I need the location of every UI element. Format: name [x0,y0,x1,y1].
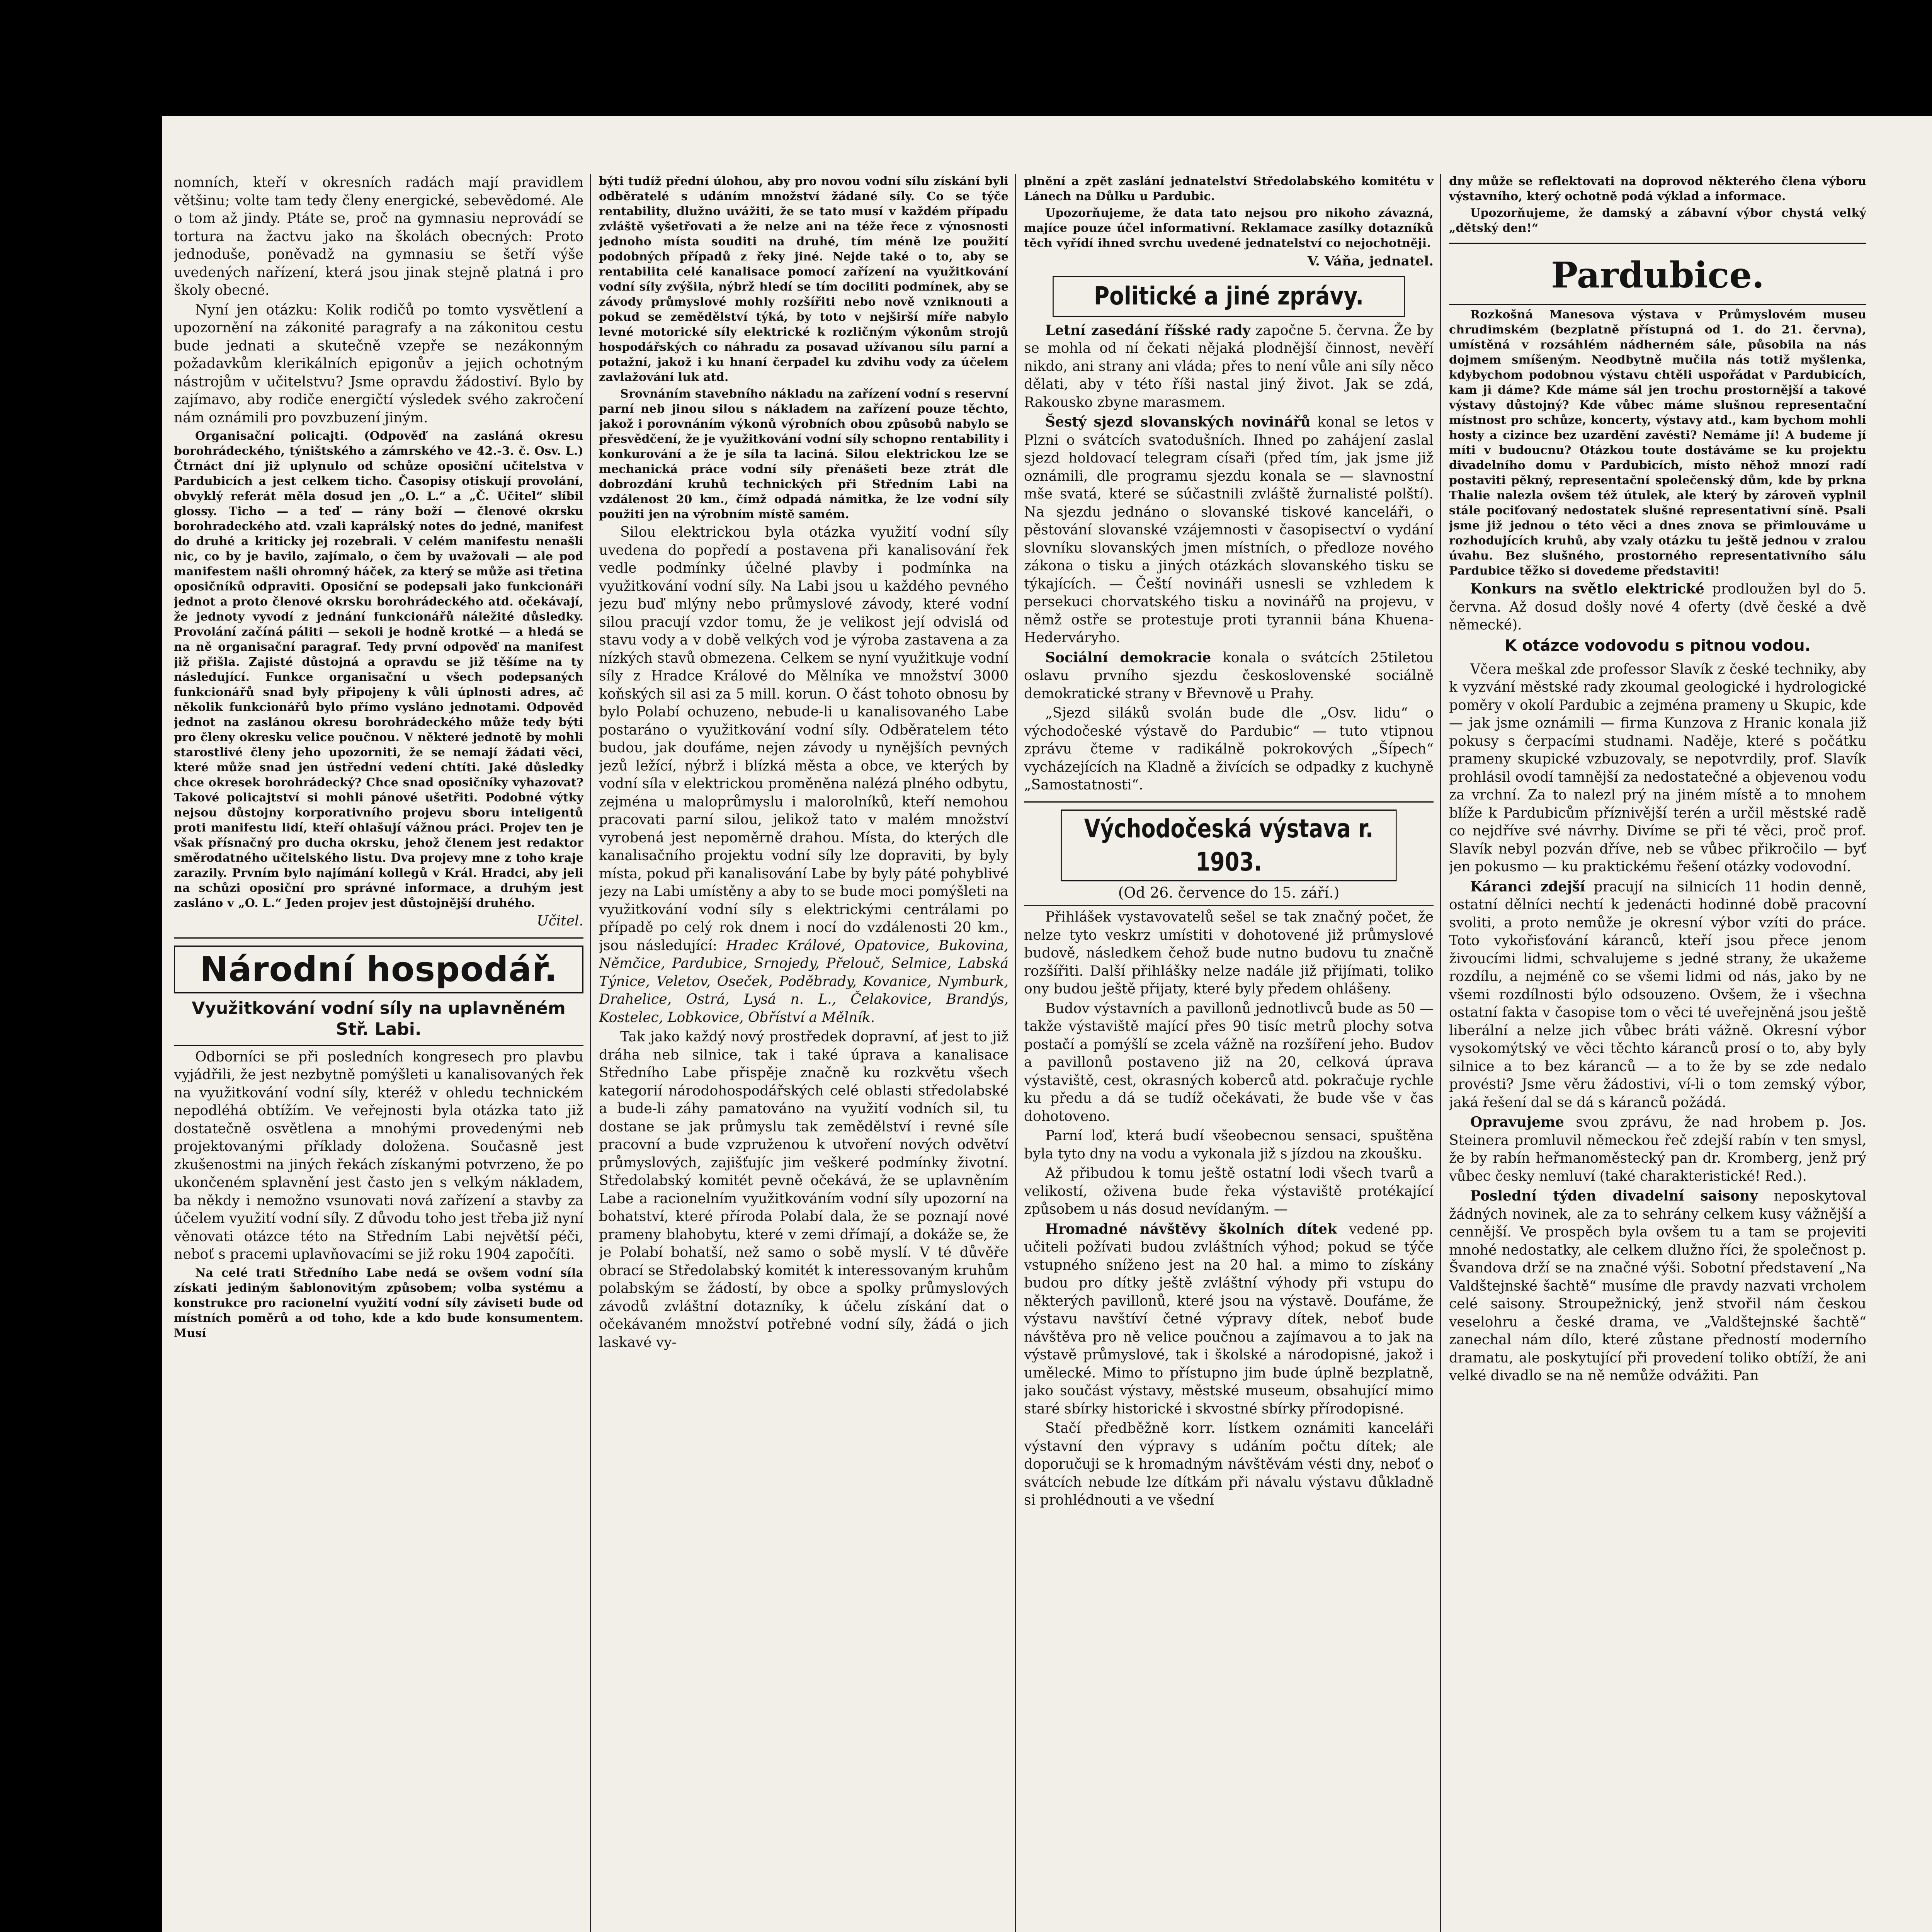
divider [174,1045,583,1046]
article-text: Parní loď, která budí všeobecnou sensaci, spuštěna byla tyto dny na vodu a vykonala již s jízdou na zkoušku. [1024,1128,1434,1162]
article-body: svou zprávu, že nad hrobem p. Jos. Steinera promluvil německou řeč zdejší rabín v ten smysl, že by rabín heřmanoměstecký pan dr. Kromberg, jenž prý vůbec česky nemluví (také charakteristické! Red.). [1449,1114,1866,1184]
article-heading-inline: Opravujeme [1470,1114,1564,1130]
article-heading-inline: Konkurs na světlo elektrické [1470,581,1704,597]
article-text [1024,1220,1434,1418]
article-text [1449,878,1866,1112]
article-heading-inline: Organisační policajti. [195,429,349,443]
section-heading: Národní hospodář. [174,946,583,993]
places-list: Hradec Králové, Opatovice, Bukovina, Němčice, Pardubice, Srnojedy, Přelouč, Selmice, Labská Týnice, Veletov, Oseček, Poděbrady, Kovanice, Nymburk, Drahelice, Ostrá, Lysá n. L., Čelakovice, Brandýs, Kostelec, Lobkovice, Obříství a Mělník. [599,937,1009,1026]
divider [1024,801,1434,803]
article-text: Na celé trati Středního Labe nedá se ovšem vodní síla získati jediným šablonovitým způsobem; volba systému a konstrukce pro racionelní využití vodní síly záviseti bude od místních poměrů a od toho, kde a kdo bude konsumentem. Musí [174,1266,583,1340]
column-3 [1024,174,1434,1932]
article-body: pracují na silnicích 11 hodin denně, ostatní dělníci nechtí k jedenácti hodinné době pracovní svoliti, a proto nemůže je okresní výbor vzíti do práce. Toto vykořisťování káranců, kteří jsou přece jenom živoucími lidmi, schvalujeme s jedné strany, že ukažeme rozdílu, a nejméně co se všemi lidmi od nás, jako by ne všemi rozdílnosti býlo odsouzeno. Ovšem, že i všechna ostatní fakta v časopise tom o věci té uveřejněná jsou ještě liberální a nelze jich vůbec bráti vážně. Okresní výbor vysokomýtský ve věci těchto káranců prosí o to, aby byly silnice a to bez káranců — a to že by se zde nedalo provésti? Jsme věru žádostivi, ví-li o tom zemský výbor, jaká řešení dal se dá s káranců požádá. [1449,879,1866,1111]
article-text [1449,580,1866,634]
article-text [1449,1187,1866,1385]
article-text [1024,321,1434,412]
article-text [1024,413,1434,647]
article-text [1449,307,1866,578]
article-body: v Průmyslovém museu chrudimském (bezplatně přístupná od 1. do 21. června), umístěná v rozsáhlém nádherném sále, působila na nás dojmem smíšeným. Neodbytně mučila nás totiž myšlenka, kdybychom podobnou výstavu chtěli uspořádat v Pardubicích, kam ji dáme? Kde máme sál jen trochu prostornější a takové výstavy důstojný? Kde vůbec máme slušnou representační místnost pro schůze, koncerty, výstavy atd., kam bychom mohli hosty a cizince bez uzardění zavésti? Nemáme jí! A budeme jí míti v budoucnu? Otázkou toute dostáváme se ku projektu divadelního domu v Pardubicích, místo něhož mnozí radí postaviti pěkný, representační společenský dům, kde by prkna Thalie nalezla ovšem též útulek, ale který by zároveň vyplnil stále pociťovaný nedostatek slušné representativní síně. Psali jsme již jednou o této věci a dnes znova se přimlouváme u rozhodujících kruhů, aby vzaly otázku tu ještě jednou v zralou úvahu. Bez slušného, prostorného representativního sálu Pardubice těžko si dovedeme představiti! [1449,308,1866,578]
column-1 [174,174,583,1932]
article-text: Srovnáním stavebního nákladu na zařízení vodní s reservní parní neb jinou silou s nákladem na zařízení pouze těchto, jakož i porovnáním výkonů výrobních obou způsobů nabylo se přesvědčení, že je využitkování vodní síly schopno rentability i konkurování a že je síla ta laciná. Silou elektrickou lze se mechanická práce vodní síly přenášeti beze ztrát dle dobrozdání kruhů technických při Středním Labi na vzdálenost 20 km., čímž odpadá námitka, že lze vodní síly použiti jen na výrobním místě samém. [599,387,1009,521]
column-rule [590,174,591,1932]
article-body: konala o svátcích 25tiletou oslavu prvního sjezdu československé sociálně demokratické strany v Břevnově u Prahy. [1024,650,1434,702]
article-text [174,429,583,911]
article-text: Odborníci se při posledních kongresech pro plavbu vyjádřili, že jest nezbytně pomýšleti u kanalisovaných řek na využitkování vodní síly, kteréž v ohledu technickém nepodléhá obtížím. Ve veřejnosti byla otázka tato již dostatečně osvětlena a mnohými provedenými neb projektovanými příklady doložena. Současně jest zkušenostmi na jiných řekách získanými potvrzeno, že po ukončeném splavnění jest často jen s velkým nákladem, ba někdy i nemožno vsunovati nová zařízení a stavby za účelem využití vodní síly. Z důvodu toho jest třeba již nyní věnovati otázce této na Středním Labi největší péči, neboť s pracemi uplavňovacími se již roku 1904 započíti. [174,1049,583,1262]
column-2 [599,174,1009,1932]
article-signature: Učitel. [537,913,583,929]
article-body: Silou elektrickou byla otázka využití vodní síly uvedena do popředí a postavena při kanalisování řek vedle podmínky účelné plavby i podmínka na využitkování vodní síly. Na Labi jsou u každého pevného jezu buď mlýny nebo průmyslové závody, které vodní silou pracují vzdor tomu, že je velikost její odvislá od stavu vody a v době velkých vod je výroba zastavena a za nízkých stavů obmezena. Celkem se nyní využitkuje vodní síly z Hradce Králové do Mělníka ve množství 3000 koňských sil asi za 5 mill. korun. O část tohoto obnosu by bylo Polabí ochuzeno, nebude-li u kanalisovaného Labe postaráno o využitkování vodní síly. Odběratelem této budou, jak doufáme, nejen závody u nynějších pevných jezů ležící, nýbrž i blízká města a obce, ve kterých by vodní síla v elektrickou proměněna nalézá plného odbytu, zejména u maloprůmyslu i malorolníků, kteří nemohou pracovati parní silou, jelikož tato v malém množství vyrobená jest nepoměrně drahou. Místa, do kterých dle kanalisačního projektu vodní síly lze dopraviti, by byly místa, pokud při kanalisování Labe by byly páté pohyblivé jezy na Labi umístěny a aby to se bude moci pomýšleti na využitkování vodní síly s elektrickými centrálami po případě po celý rok dnem i nocí do vzdálenosti 20 km., jsou následující: [599,524,1009,954]
column-rule [1440,174,1441,1932]
article-body: vedené pp. učiteli požívati budou zvláštních výhod; pokud se týče vstupného sníženo jest na 20 hal. a mimo to získány budou pro dítky ještě zvláštní výhody při vstupu do některých pavillonů, které jsou na výstavě. Doufáme, že výstavu navštíví četné výpravy dítek, neboť bude návštěva pro ně velice poučnou a zajímavou a to jak na výstavě průmyslové, tak i školské a národopisné, jakož i umělecké. Mimo to přístupno jim bude úplně bezplatně, jako součást výstavy, městské museum, obsahující mimo staré sbírky historické i skvostné sbírky přírodopisné. [1024,1221,1434,1417]
article-text [599,524,1009,1027]
article-text: Stačí předběžně korr. lístkem oznámiti kanceláři výstavní den výpravy s udáním počtu dítek; ale doporučuji se k hromadným návštěvám vésti dny, neboť o svátcích nebude lze dítkám při návalu výstavu důkladně si prohlédnouti a ve všední [1024,1420,1434,1508]
article-text [1024,649,1434,703]
article-text: dny může se reflektovati na doprovod některého člena výboru výstavního, který ochotně podá výklad a informace. [1449,175,1866,203]
article-heading-inline: Hromadné návštěvy školních dítek [1045,1221,1337,1237]
article-text: Až přibudou k tomu ještě ostatní lodi všech tvarů a velikostí, oživena bude řeka výstaviště protékající způsobem u nás dosud nevídaným. — [1024,1165,1434,1217]
article-text: Upozorňujeme, že damský a zábavní výbor chystá velký „dětský den!“ [1449,206,1866,235]
divider [1449,243,1866,244]
section-heading: Východočeská výstava r. 1903. [1061,810,1396,881]
divider [174,937,583,939]
article-text: Včera meškal zde professor Slavík z české techniky, aby k vyzvání městské rady zkoumal geologické i hydrologické poměry v okolí Pardubic a zejména prameny u Skupic, kde — jak jsme oznámili — firma Kunzova z Hranic konala již pokusy s čerpacími studnami. Naděje, které s počátku prameny skupické vzbuzovaly, se nepotvrdily, prof. Slavík prohlásil ovodí tamnější za nedostatečné a objevenou vodu za vrchní. Za to nalezl prý na jiném místě a to mnohem blíže k Pardubicům příznivější terén a určil městské radě co nejdříve své návrhy. Divíme se při té věci, proč prof. Slavík nebyl pozván dříve, neb se vůbec přikročilo — byť jen pokusmo — ku praktickému řešení otázky vodovodní. [1449,661,1866,875]
article-text: Přihlášek vystavovatelů sešel se tak značný počet, že nelze tyto veskrz umístiti v dohotovené již průmyslové budově, následkem čehož bude nutno budovu tu značně rozšířiti. Další přihlášky nelze nadále již přijímati, toliko ony budou ještě přijaty, které byly předem ohlášeny. [1024,909,1434,997]
article-heading-inline: Poslední týden divadelní saisony [1470,1188,1758,1204]
article-body: neposkytoval žádných novinek, ale za to sehrány celkem kusy vážnější a cennější. Ve prospěch byla ovšem tu a tam se projeviti mnohé nedostatky, ale celkem dlužno říci, že společnost p. Švandova drží se na značné výši. Sobotní představení „Na Valdštejnské šachtě“ musíme dle pravdy nazvati vrcholem celé saisony. Stroupežnický, jenž stvořil nám českou veselohru a české drama, ve „Valdštejnské šachtě“ zanechal nám dílo, které zůstane předností moderního dramatu, ale poskytující při provedení toliko obtíží, že ani velké divadlo se na ně nemůže odvážiti. Pan [1449,1188,1866,1384]
exhibition-dates: (Od 26. července do 15. září.) [1118,884,1340,901]
article-text: Upozorňujeme, že data tato nejsou pro nikoho závazná, majíce pouze účel informativní. Reklamace zasílky dotazníků těch vyřídí ihned svrchu uvedené jednatelství co nejochotněji. [1024,206,1434,250]
article-text: Budov výstavních a pavillonů jednotlivců bude as 50 — takže výstaviště mající přes 90 tisíc metrů plochy sotva postačí a pomýšlí se zcela vážně na rozšíření jeho. Budov a pavillonů postaveno již na 20, celková úprava výstaviště, cest, okrasných koberců atd. pokračuje rychle ku předu a dá se tudíž očekávati, že bude vše v čas dohotoveno. [1024,1000,1434,1124]
section-heading: Pardubice. [1551,254,1764,296]
column-rule [1015,174,1016,1932]
article-text: Tak jako každý nový prostředek dopravní, ať jest to již dráha neb silnice, tak i také úprava a kanalisace Středního Labe přispěje značně ku rozkvětu všech kategorií národohospodářských celé oblasti středolabské a bude-li záhy pamatováno na využití vodních sil, tu dostane se jak průmyslu tak zemědělství i revné síle pracovní a bude vzpruženou k utvoření nových odvětví průmyslových, zajišťujíc jim veškeré podmínky životní. Středolabský komitét pevně očekává, že se uplavněním Labe a racionelním využitkováním vodní síly upozorní na bohatství, které příroda Polabí dala, že se poznají nové prameny blahobytu, které v zemi dřímají, a dokáže se, že je Polabí bohatší, než samo o sobě myslí. V té důvěře obrací se Středolabský komitét k interessovaným kruhům polabským se žádostí, by obce a spolky průmyslových závodů zvláštní dotazníky, k účelu získání dat o očekávaném množství potřebné vodní síly, žádá o jich laskavé vy- [599,1029,1009,1350]
article-title: K otázce vodovodu s pitnou vodou. [1505,636,1811,655]
article-text [1449,1113,1866,1185]
article-text: plnění a zpět zaslání jednatelství Středolabského komitétu v Lánech na Důlku u Pardubic. [1024,175,1434,203]
article-heading-inline: Sociální demokracie [1045,649,1211,666]
divider [1449,304,1866,305]
article-body: započne 5. června. Že by se mohla od ní čekati nějaká plodnější činnost, nevěří nikdo, ani strany ani vláda; přes to není vůle ani síly něco dělati, aby v této říši nastal jiný život. Jak se zdá, Rakousko zbyne marasmem. [1024,322,1434,410]
article-text: býti tudíž přední úlohou, aby pro novou vodní sílu získání byli odběratelé s udáním množství žádané síly. Co se týče rentability, dlužno uvážiti, že se tato musí v každém případu zvláště vyšetřovati a že nelze ani na téže řece z výnosnosti jednoho místa souditi na druhé, tím méně lze použití podobných případů z řeky jiné. Nejde také o to, aby se rentabilita celé kanalisace pomocí zařízení na využitkování vodní síly zvýšila, nýbrž hledí se tím dociliti podmínek, aby se závody průmyslové mohly rozšířiti nebo nově vzniknouti a pokud se zemědělství týká, by toto v nejširší míře nabylo levné motorické síly elektrické k rozličným výkonům strojů hospodářských co náhradu za posavad užívanou sílu parní a potažní, jakož i ku hnaní čerpadel ku zdvihu vody za účelem zavlažování luk atd. [599,175,1009,384]
article-body: (Odpověď na zasláná okresu borohrádeckého, týništského a zámrského ve 42.-3. č. Osv. L.) Čtrnáct dní již uplynulo od schůze oposiční učitelstva v Pardubicích a jest celkem ticho. Časopisy otiskují provolání, obvyklý referát měla dosud jen „O. L.“ a „Č. Učitel“ slíbil glossy. Ticho — a teď — rány boží — členové okrsku borohradeckého atd. vzali kaprálský notes do jedné, manifest do druhé a kriticky jej rozebrali. V celém manifestu nenašli nic, co by je bavilo, zajímalo, o čem by uvažovali — ale pod manifestem našli ohromný háček, za který se může asi třetina oposičníků odpraviti. Oposiční se podepsali jako funkcionáři jednot a proto členové okrsku borohrádeckého atd. očekávají, že jednoty vyvodí z jednání funkcionářů náležité důsledky. Provolání začíná páliti — sekoli je hodně krotké — a hledá se na ně organisační paragraf. Tedy první odpověď na manifest již přišla. Zajisté důstojná a opravdu se již těšíme na ty následující. Funkce organisační u všech podepsaných funkcionářů snad byly připojeny k vůli úplnosti adres, ač několik funkcionářů bylo přímo vysláno jednotami. Odpověď jednot na zaslánou okresu borohrádeckého může tedy býti pro členy okresku velice poučnou. V některé jednotě by mohli starostlivé členy jeho upozorniti, že se nemají žádati věci, které může snad jen ústřední vedení chtíti. Jaké důsledky chce okresek borohrádecký? Chce snad oposičníky vyhazovat? Takové policajtství si mohli pánové ušetřiti. Podobné výtky nejsou důstojny korporativního projevu sboru inteligentů proti manifestu lidí, kteří ohlašují vážnou práci. Projev ten je však přísnačný pro ducha okrsku, jehož členem jest redaktor směrodatného učitelského listu. Dva projevy mne z toho kraje zarazily. Prvním bylo najímání kollegů v Král. Hradci, aby jeli na schůzi oposiční pro správné informace, a druhým jest zasláno v „O. L.“ Jeden projev jest důstojnější druhého. [174,429,583,910]
article-heading-inline: Šestý sjezd slovanských novinářů [1045,414,1311,430]
article-signature: V. Váňa, jednatel. [1307,253,1434,269]
section-heading: Politické a jiné zprávy. [1053,276,1405,317]
divider [1024,905,1434,906]
article-body: prodloužen byl do 5. června. Až dosud došly nové 4 oferty (dvě české a dvě německé). [1449,581,1866,633]
article-body: konal se letos v Plzni o svátcích svatodušních. Ihned po zahájení zaslal sjezd holdovací telegram císaři (před tím, jak jsme již oznámili, dle programu sjezdu konala se — slavnostní mše svatá, které se súčastnili zvláště žurnalisté polští). Na sjezdu jednáno o slovanské tiskové kanceláři, o pěstování slovanské vzájemnosti v časopisectví o vydání slovníku slovanských jmen místních, o předloze nového zákona o tisku a jiných otázkách slovanského tisku se týkajících. — Čeští novináři usnesli se vzhledem k persekuci chorvatského tisku a novinářů na projevu, v němž ostře se protestuje proti tyrannii bána Khuena-Hederváryho. [1024,414,1434,646]
article-text: nomních, kteří v okresních radách mají pravidlem většinu; volte tam tedy členy energické, sebevědomé. Ale o tom až jindy. Ptáte se, proč na gymnasiu neprovádí se tortura na žactvu jako na školách obecných: Proto jednoduše, poněvadž na gymnasiu se šetří výše uvedených nařízení, která jsou jinak stejně platná i pro školy obecné. [174,175,583,298]
article-heading-inline: Káranci zdejší [1470,878,1585,895]
article-text: „Sjezd siláků svolán bude dle „Osv. lidu“ o východočeské výstavě do Pardubic“ — tuto vtipnou zprávu čteme v radikálně pokrokových „Šípech“ vycházejících na Kladně a živících se odpadky z kuchyně „Samostatnosti“. [1024,705,1434,793]
article-text: Nyní jen otázku: Kolik rodičů po tomto vysvětlení a upozornění na zákonité paragrafy a na zákonitou cestu bude jednati a skutečně vzepře se nezákonným požadavkům klerikálních epigonův a jejich ochotným nástrojům v učitelstvu? Jsme opravdu žádostiví. Bylo by zajímavo, aby rodiče energičtí výsledek svého zakročení nám oznámili pro povzbuzení jiným. [174,302,583,426]
newspaper-page [162,116,1932,1932]
article-heading-inline: Rozkošná Manesova výstava [1470,308,1679,321]
column-4 [1449,174,1866,1932]
article-title: Využitkování vodní síly na uplavněném Stř. Labi. [192,998,566,1039]
article-heading-inline: Letní zasedání říšské rady [1045,322,1251,338]
